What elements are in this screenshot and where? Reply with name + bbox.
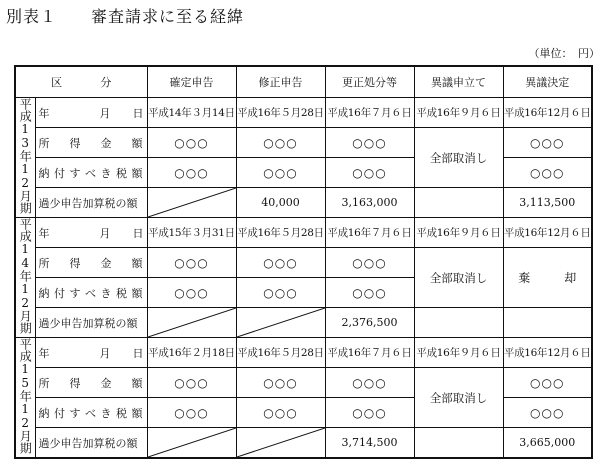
diagonal-slash <box>148 428 236 457</box>
income-amended-return: ○○○ <box>236 368 325 398</box>
header-correction: 更正処分等 <box>325 66 414 98</box>
diagonal-slash <box>237 308 325 337</box>
empty-cell-slash <box>236 428 325 459</box>
date-final-return: 平成15年３月31日 <box>147 218 236 248</box>
period-label: 平成15年12月期 <box>15 338 35 459</box>
tax-decision: ○○○ <box>503 158 592 188</box>
row-label-tax: 納 付 す べ き 税 額 <box>35 398 147 428</box>
header-row <box>15 66 592 98</box>
date-decision: 平成16年12月６日 <box>503 338 592 368</box>
row-label-date: 年 月 日 <box>35 218 147 248</box>
income-decision: ○○○ <box>503 128 592 158</box>
tax-final-return: ○○○ <box>147 278 236 308</box>
diagonal-slash <box>148 308 236 337</box>
table-row-penalty <box>15 308 592 338</box>
date-objection: 平成16年９月６日 <box>414 218 503 248</box>
decision-dismissal: 棄 却 <box>503 248 592 308</box>
date-final-return: 平成16年２月18日 <box>147 338 236 368</box>
date-amended-return: 平成16年５月28日 <box>236 218 325 248</box>
penalty-correction: 3,163,000 <box>325 188 414 218</box>
tax-decision: ○○○ <box>503 398 592 428</box>
header-category-ku: 区 <box>51 76 63 89</box>
table-row-tax <box>15 398 592 428</box>
empty-cell <box>414 188 503 218</box>
income-final-return: ○○○ <box>147 128 236 158</box>
empty-cell-slash <box>147 188 236 218</box>
income-final-return: ○○○ <box>147 368 236 398</box>
review-history-table <box>14 65 593 459</box>
date-correction: 平成16年７月６日 <box>325 218 414 248</box>
income-final-return: ○○○ <box>147 248 236 278</box>
date-amended-return: 平成16年５月28日 <box>236 338 325 368</box>
objection-result: 全部取消し <box>414 248 503 308</box>
row-label-penalty: 過少申告加算税の額 <box>35 308 147 338</box>
tax-amended-return: ○○○ <box>236 158 325 188</box>
tax-amended-return: ○○○ <box>236 278 325 308</box>
header-category-bun: 分 <box>100 76 112 89</box>
empty-cell-slash <box>147 428 236 459</box>
income-correction: ○○○ <box>325 368 414 398</box>
objection-result: 全部取消し <box>414 128 503 188</box>
date-decision: 平成16年12月６日 <box>503 98 592 128</box>
diagonal-slash <box>237 428 325 457</box>
income-amended-return: ○○○ <box>236 248 325 278</box>
income-amended-return: ○○○ <box>236 128 325 158</box>
date-objection: 平成16年９月６日 <box>414 98 503 128</box>
tax-final-return: ○○○ <box>147 158 236 188</box>
table-row-date <box>15 98 592 128</box>
date-amended-return: 平成16年５月28日 <box>236 98 325 128</box>
header-category <box>15 66 147 98</box>
header-objection-decision: 異議決定 <box>503 66 592 98</box>
income-decision: ○○○ <box>503 368 592 398</box>
date-final-return: 平成14年３月14日 <box>147 98 236 128</box>
period-label: 平成14年12月期 <box>15 218 35 338</box>
diagonal-slash <box>148 188 236 217</box>
table-row-date <box>15 218 592 248</box>
empty-cell <box>414 308 503 338</box>
row-label-income: 所 得 金 額 <box>35 368 147 398</box>
row-label-income: 所 得 金 額 <box>35 128 147 158</box>
row-label-date: 年 月 日 <box>35 338 147 368</box>
date-correction: 平成16年７月６日 <box>325 98 414 128</box>
tax-correction: ○○○ <box>325 398 414 428</box>
date-decision: 平成16年12月６日 <box>503 218 592 248</box>
empty-cell-slash <box>147 308 236 338</box>
penalty-decision: 3,113,500 <box>503 188 592 218</box>
header-amended-return: 修正申告 <box>236 66 325 98</box>
unit-note: （単位： 円） <box>528 47 600 60</box>
row-label-penalty: 過少申告加算税の額 <box>35 428 147 459</box>
tax-correction: ○○○ <box>325 278 414 308</box>
row-label-date: 年 月 日 <box>35 98 147 128</box>
tax-correction: ○○○ <box>325 158 414 188</box>
penalty-decision: 3,665,000 <box>503 428 592 459</box>
tax-amended-return: ○○○ <box>236 398 325 428</box>
table-row-penalty <box>15 188 592 218</box>
row-label-tax: 納 付 す べ き 税 額 <box>35 158 147 188</box>
empty-cell <box>503 308 592 338</box>
income-correction: ○○○ <box>325 248 414 278</box>
table-row-tax <box>15 158 592 188</box>
header-final-return: 確定申告 <box>147 66 236 98</box>
objection-result: 全部取消し <box>414 368 503 428</box>
document-title: 別表１ 審査請求に至る経緯 <box>6 7 245 26</box>
date-objection: 平成16年９月６日 <box>414 338 503 368</box>
tax-final-return: ○○○ <box>147 398 236 428</box>
penalty-correction: 3,714,500 <box>325 428 414 459</box>
empty-cell-slash <box>236 308 325 338</box>
table-row-penalty <box>15 428 592 459</box>
penalty-amended-return: 40,000 <box>236 188 325 218</box>
table-row-date <box>15 338 592 368</box>
row-label-income: 所 得 金 額 <box>35 248 147 278</box>
table-row-income <box>15 248 592 278</box>
table-row-income <box>15 368 592 398</box>
date-correction: 平成16年７月６日 <box>325 338 414 368</box>
table-row-income <box>15 128 592 158</box>
period-label: 平成13年12月期 <box>15 98 35 218</box>
header-objection: 異議申立て <box>414 66 503 98</box>
income-correction: ○○○ <box>325 128 414 158</box>
penalty-correction: 2,376,500 <box>325 308 414 338</box>
row-label-penalty: 過少申告加算税の額 <box>35 188 147 218</box>
empty-cell <box>414 428 503 459</box>
row-label-tax: 納 付 す べ き 税 額 <box>35 278 147 308</box>
